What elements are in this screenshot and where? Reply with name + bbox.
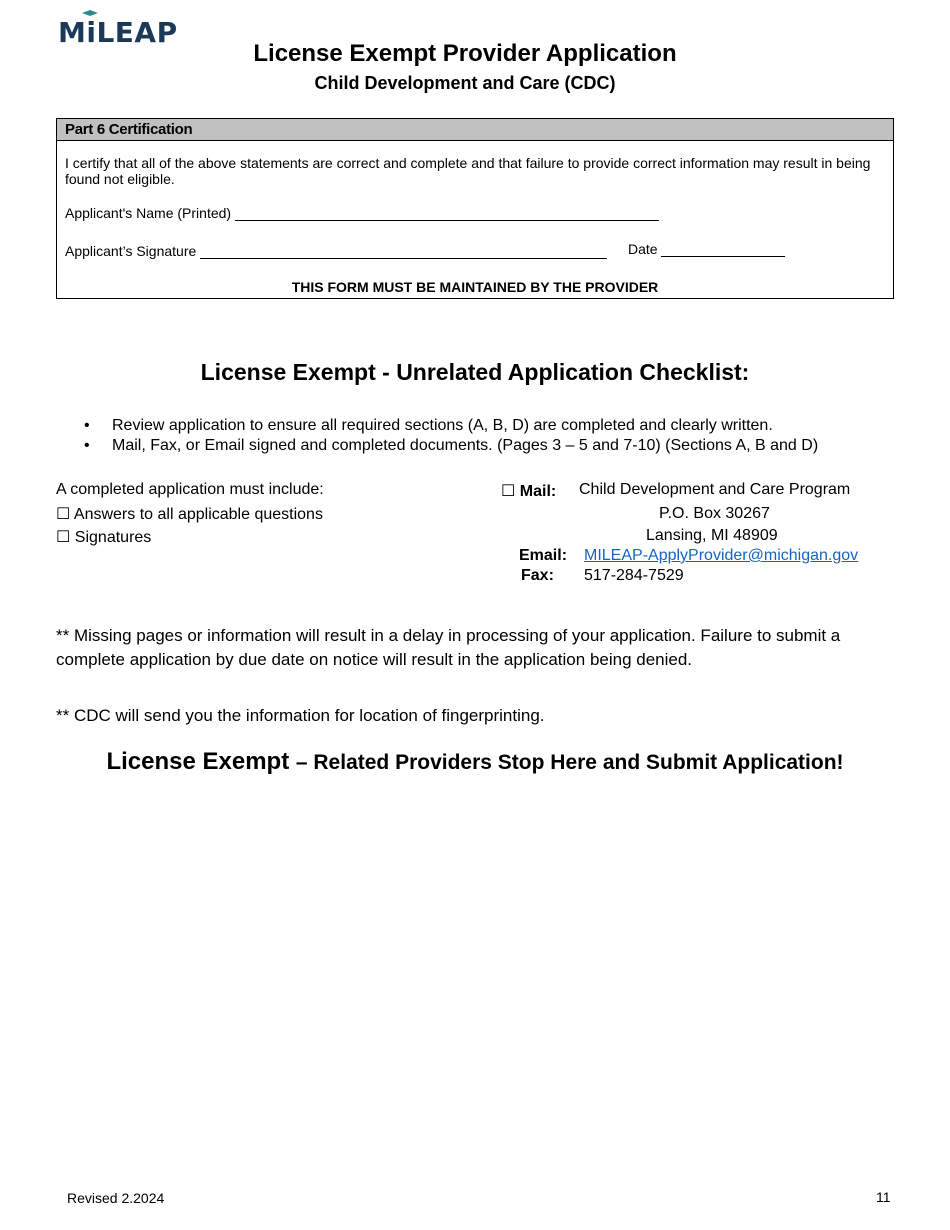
date-row [628, 241, 785, 257]
date-field[interactable] [661, 242, 785, 257]
date-label: Date [628, 241, 658, 257]
checklist-item-answers: ☐ Answers to all applicable questions [56, 506, 323, 523]
page-title: License Exempt Provider Application [253, 40, 677, 67]
graduation-cap-icon [82, 10, 98, 18]
mail-line-1: Child Development and Care Program [579, 481, 851, 498]
mail-line-3: Lansing, MI 48909 [646, 527, 778, 544]
checklist-bullets [84, 416, 818, 456]
missing-pages-note: ** Missing pages or information will result in a delay in processing of your application. Failure to submit a complete application by due date on notice will result in the application being denied. [56, 626, 841, 669]
applicant-name-row [65, 205, 659, 221]
email-link[interactable]: MILEAP-ApplyProvider@michigan.gov [584, 547, 859, 564]
mail-label: Mail: [519, 483, 557, 500]
checkbox[interactable]: ☐ [501, 483, 516, 500]
applicant-signature-label: Applicant’s Signature [65, 243, 197, 259]
certification-statement: I certify that all of the above statements are correct and complete and that failure to provide correct information may result in being found not eligible. [65, 155, 871, 187]
fax-label: Fax: [521, 567, 554, 584]
maintain-notice: THIS FORM MUST BE MAINTAINED BY THE PROVIDER [291, 279, 659, 295]
checklist-item-signatures: ☐ Signatures [56, 529, 152, 546]
section-header: Part 6 Certification [57, 119, 893, 141]
page-subtitle: Child Development and Care (CDC) [314, 73, 616, 93]
certification-section [56, 118, 894, 299]
related-providers-heading: License Exempt – Related Providers Stop Here and Submit Application! [106, 748, 844, 775]
must-include-label: A completed application must include: [56, 481, 324, 498]
checkbox[interactable]: ☐ [56, 529, 71, 546]
mail-label-row [501, 481, 556, 501]
email-label: Email: [519, 547, 568, 564]
mail-line-2: P.O. Box 30267 [659, 505, 770, 522]
list-item: • Review application to ensure all required sections (A, B, D) are completed and clearly written. [84, 416, 818, 436]
checklist-heading: License Exempt - Unrelated Application Checklist: [200, 359, 750, 385]
mileap-logo: MiLEAP [58, 16, 178, 49]
applicant-signature-row [65, 243, 607, 259]
revised-date: Revised 2.2024 [67, 1190, 165, 1206]
fingerprinting-note: ** CDC will send you the information for location of fingerprinting. [56, 706, 545, 725]
applicant-signature-field[interactable] [200, 244, 607, 259]
applicant-name-field[interactable] [235, 206, 659, 221]
applicant-name-label: Applicant's Name (Printed) [65, 205, 232, 221]
checkbox[interactable]: ☐ [56, 506, 71, 523]
page-number: 11 [876, 1189, 891, 1205]
list-item: • Mail, Fax, or Email signed and completed documents. (Pages 3 – 5 and 7-10) (Sections A, B and D) [84, 436, 818, 456]
fax-number: 517-284-7529 [584, 567, 684, 584]
